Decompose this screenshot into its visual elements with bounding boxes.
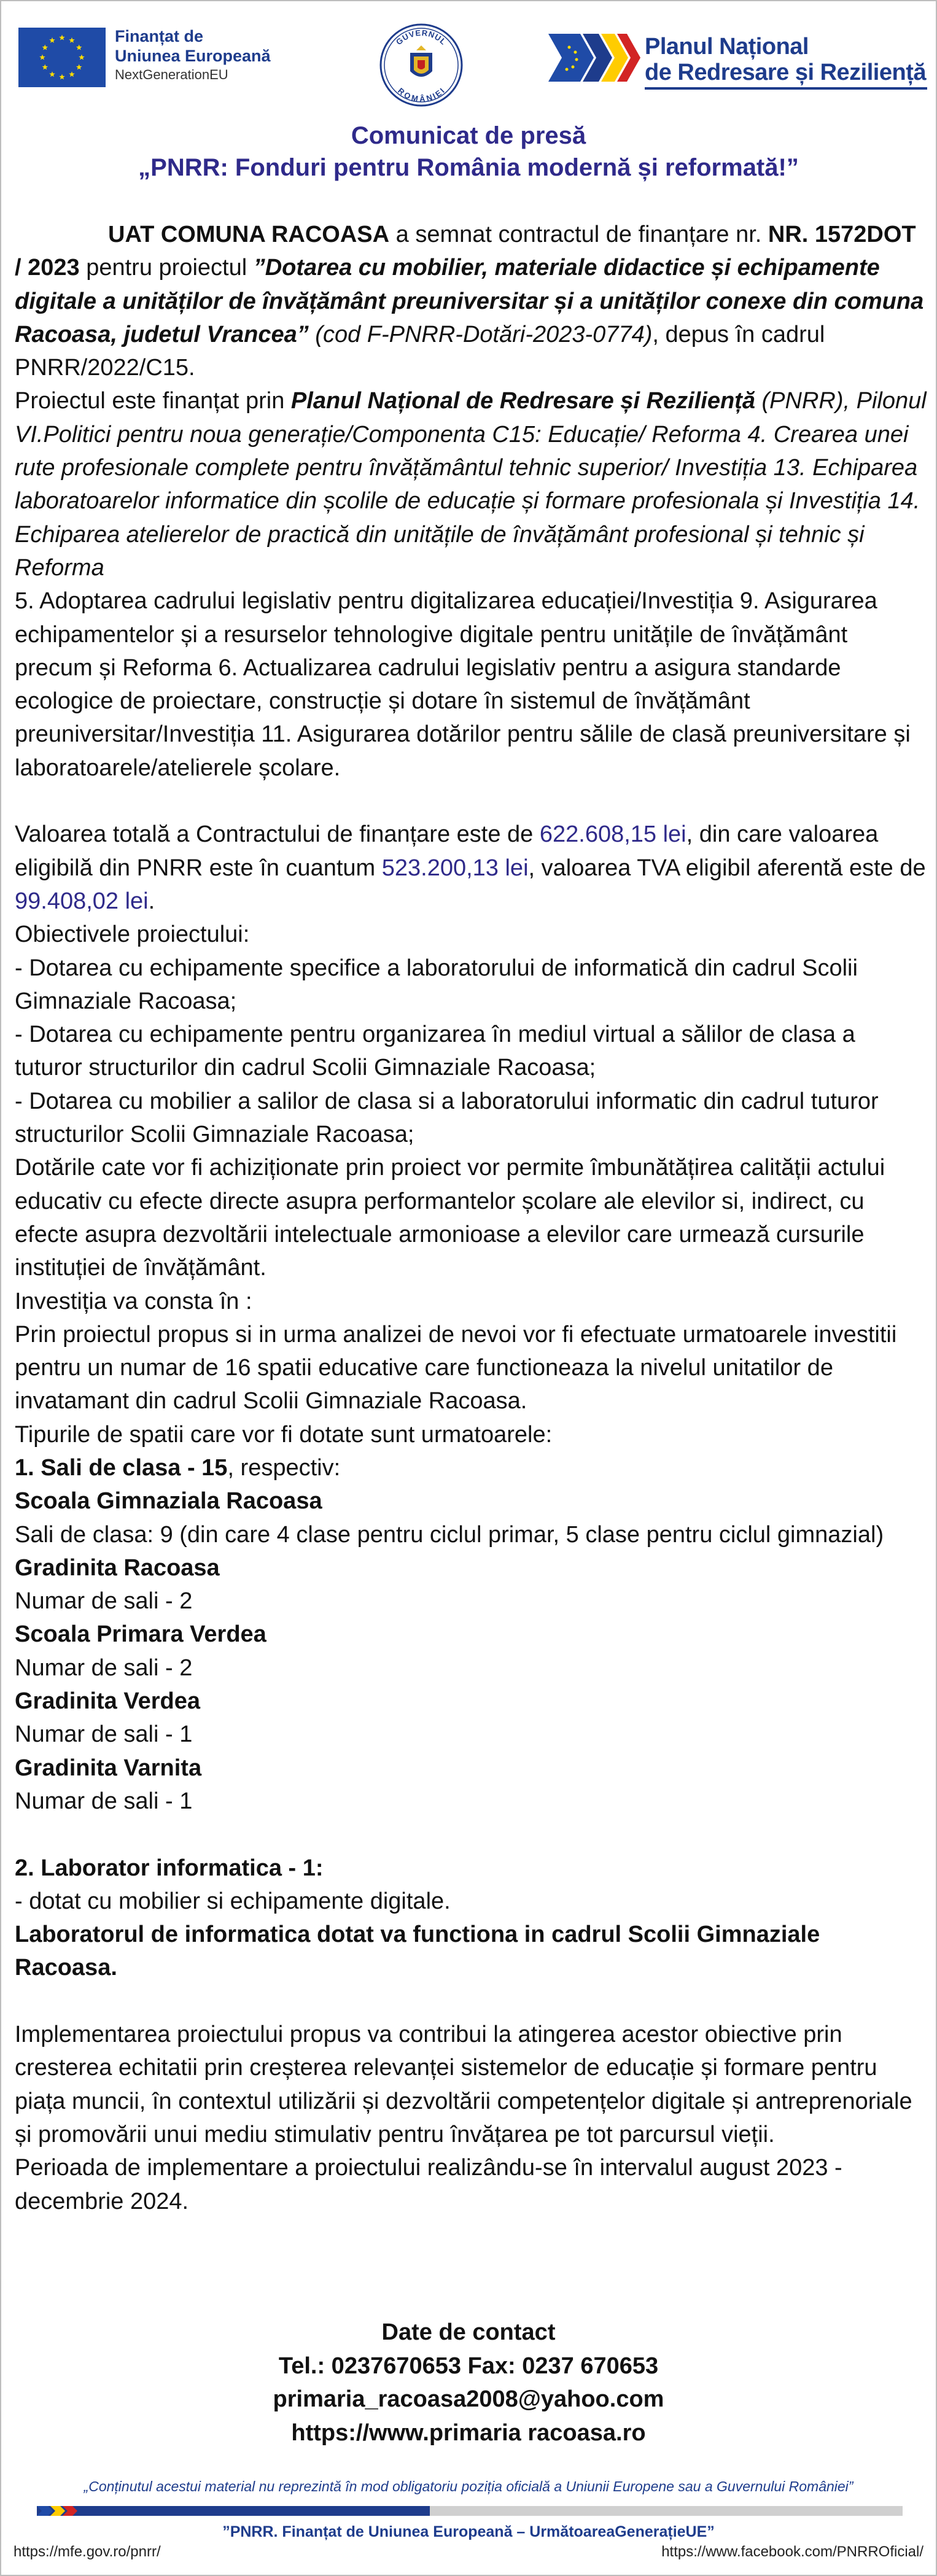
contact-email[interactable]: primaria_racoasa2008@yahoo.com [273,2386,664,2412]
school-detail: Numar de sali - 2 [15,1655,193,1681]
text-span: (PNRR), Pilonul VI.Politici pentru noua generație/Componenta C15: Educație/ Reforma 4. Crearea unei rute profesionale complete pentru învățământul tehnic superior/ Investiția 13. Echiparea laboratoarelor informatice din școlile de educație și formare profesionala și Investiția 14. Echiparea atelierelor de practică din unitățile de învățământ profesional și tehnic și Reforma [15,388,927,581]
pnrr-line1: Planul Național [645,34,809,60]
benefits-paragraph: Dotările cate vor fi achiziționate prin proiect vor permite îmbunătățirea calității actului educativ cu efecte directe asupra performantelor școlare ale elevilor si, indirect, cu efecte asupra dezvoltării intelectuale armonioase a elevilor care urmează cursurile instituției de învățământ. [15,1155,885,1281]
investment-heading: Investiția va consta în : [15,1288,252,1314]
pnrr-underline [645,87,927,90]
project-title: ”Dotarea cu mobilier, materiale didactice și echipamente digitale a unităților de învățământ preuniversitar și a unităților conexe din comuna Racoasa, judetul Vrancea” [15,255,924,347]
contact-website[interactable]: https://www.primaria racoasa.ro [291,2419,646,2446]
text-span: a semnat contractul de finanțare nr. [389,222,768,247]
text-span: Proiectul este finanțat prin [15,388,291,414]
pnrr-line2: de Redresare și Reziliență [645,60,926,85]
header-logos [0,0,937,114]
space-types-heading: Tipurile de spatii care vor fi dotate sunt urmatoarele: [15,1421,553,1448]
value-paragraph [15,818,927,918]
spacer [15,1985,927,2018]
press-release-body [15,218,927,2218]
project-code: (cod F-PNRR-Dotări-2023-0774) [308,321,653,347]
eu-line3: NextGenerationEU [115,67,228,82]
text-span: , valoarea TVA eligibil aferentă este de [528,855,926,881]
school-name: Scoala Primara Verdea [15,1621,266,1648]
eu-flag-icon [18,28,106,87]
eligible-value: 523.200,13 lei [381,855,529,881]
pnrr-logo-icon [548,34,640,82]
lab-heading: 2. Laborator informatica - 1: [15,1855,324,1881]
investment-paragraph: Prin proiectul propus si in urma analizei de nevoi vor fi efectuate urmatoarele investitii pentru un numar de 16 spatii educative care functioneaza la nivelul unitatilor de invatamant din cadrul Scolii Gimnaziale Racoasa. [15,1321,897,1414]
school-name: Scoala Gimnaziala Racoasa [15,1488,322,1515]
contact-block [0,2316,937,2450]
contract-paragraph [15,218,927,384]
lab-statement: Laboratorul de informatica dotat va functiona in cadrul Scolii Gimnaziale Racoasa. [15,1922,820,1981]
pnrr-name: Planul Național de Redresare și Reziliență [290,388,755,414]
school-name: Gradinita Racoasa [15,1554,220,1581]
classrooms-heading [15,1451,927,1484]
objectives-heading: Obiectivele proiectului: [15,921,250,948]
objective-item: - Dotarea cu mobilier a salilor de clasa si a laboratorului informatic din cadrul tuturor structurilor Scolii Gimnaziale Racoasa; [15,1088,879,1148]
school-name: Gradinita Varnita [15,1755,202,1781]
eu-line2: Uniunea Europeană [115,47,271,65]
school-name: Gradinita Verdea [15,1688,201,1715]
tva-value: 99.408,02 lei [15,888,149,914]
contract-number: NR. 1572DOT / 2023 [15,222,916,281]
text-span: , depus în cadrul PNRR/2022/C15. [15,321,825,381]
contact-heading: Date de contact [381,2319,556,2345]
footer-bar-dark [37,2506,430,2516]
objective-item: - Dotarea cu echipamente pentru organizarea în mediul virtual a sălilor de clasa a tuturor structurilor din cadrul Scolii Gimnaziale Racoasa; [15,1022,855,1081]
disclaimer: „Conținutul acestui material nu reprezintă în mod obligatoriu poziția oficială a Uniunii Europene sau a Guvernului României” [84,2478,853,2494]
objective-item: - Dotarea cu echipamente specifice a laboratorului de informatică din cadrul Scolii Gimnaziale Racoasa; [15,955,858,1014]
title-line1: Comunicat de presă [351,122,586,149]
school-detail: Numar de sali - 1 [15,1788,193,1814]
school-detail: Sali de clasa: 9 (din care 4 clase pentru ciclul primar, 5 clase pentru ciclul gimnazial) [15,1521,884,1548]
text-span: , respectiv: [227,1454,341,1481]
total-value: 622.608,15 lei [539,821,686,848]
text-span: . [148,888,155,914]
spacer [15,785,927,818]
implementation-paragraph: Implementarea proiectului propus va contribui la atingerea acestor obiective prin cresterea echitatii prin creșterea relevanței sistemelor de educație și formare pentru piața muncii, în contextul utilizării și dezvoltării competențelor digitale și antreprenoriale și promovării unui mediu stimulativ pentru învățarea pe tot parcursul vieții. [15,2022,912,2147]
period-paragraph: Perioada de implementare a proiectului realizându-se în intervalul august 2023 - decembrie 2024. [15,2155,842,2214]
spacer [15,1818,927,1851]
contact-phone: Tel.: 0237670653 Fax: 0237 670653 [278,2353,659,2379]
text-span: , din care valoarea eligibilă din PNRR este în cuantum [15,821,879,881]
government-seal-icon [379,23,463,107]
footer-link-facebook[interactable]: https://www.facebook.com/PNRROficial/ [661,2543,923,2560]
text-span: Valoarea totală a Contractului de finanțare este de [15,821,540,848]
seal-bottom-text: ROMÂNIEI [396,85,447,104]
school-detail: Numar de sali - 2 [15,1588,193,1615]
title-line2: „PNRR: Fonduri pentru România modernă și reformată!” [138,154,799,181]
eu-funding-text [115,26,311,84]
page-title [0,120,937,184]
reform-paragraph: 5. Adoptarea cadrului legislativ pentru digitalizarea educației/Investiția 9. Asigurarea echipamentelor și a resurselor tehnologive digitale pentru unitățile de învățământ precum și Reforma 6. Actualizarea cadrului legislativ pentru a asigura standarde ecologice de proiectare, construcție și dotare în sistemul de învățământ preuniversitar/Investiția 11. Asigurarea dotărilor pentru sălile de clasă preuniversitare și laboratoarele/atelierele școlare. [15,588,911,781]
footer-slogan: ”PNRR. Finanțat de Uniunea Europeană – UrmătoareaGenerațieUE” [222,2523,715,2540]
text-span: 1. Sali de clasa - 15 [15,1454,228,1481]
seal-top-text: GUVERNUL [394,28,449,47]
text-span: pentru proiectul [79,255,254,281]
pnrr-text [645,34,933,85]
footer-link-mfe[interactable]: https://mfe.gov.ro/pnrr/ [14,2543,161,2560]
beneficiary-name: UAT COMUNA RACOASA [108,222,390,247]
footer-bar [37,2505,903,2517]
eu-line1: Finanțat de [115,27,204,45]
footer-bar-light [430,2506,903,2516]
lab-item: - dotat cu mobilier si echipamente digitale. [15,1888,451,1914]
funding-paragraph [15,384,927,584]
school-detail: Numar de sali - 1 [15,1721,193,1748]
footer-arrow-icon [37,2505,86,2517]
